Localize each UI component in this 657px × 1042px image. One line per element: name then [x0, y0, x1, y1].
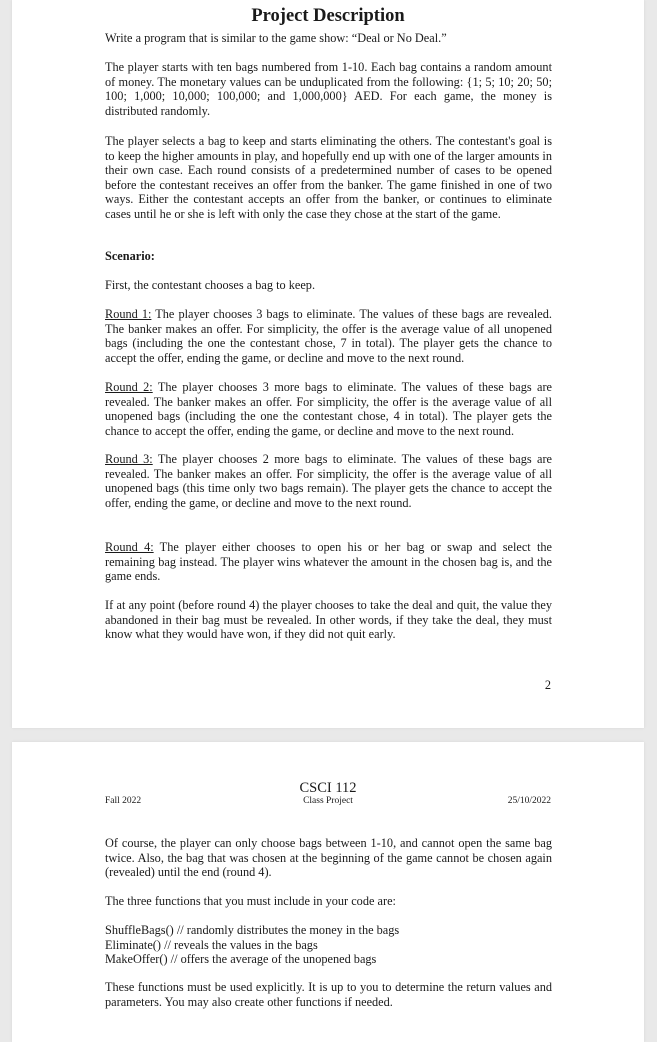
- function-item-shufflebags: ShuffleBags() // randomly distributes the money in the bags: [105, 923, 400, 937]
- round-4-label: Round 4:: [105, 540, 154, 554]
- functions-intro: The three functions that you must include in your code are:: [105, 894, 396, 908]
- round-1-label: Round 1:: [105, 307, 152, 321]
- first-step-paragraph: First, the contestant chooses a bag to keep.: [105, 278, 316, 292]
- round-4-paragraph: [105, 540, 552, 584]
- page-title: Project Description: [251, 6, 405, 26]
- bags-paragraph: The player starts with ten bags numbered from 1-10. Each bag contains a random amount of money. The monetary values can be unduplicated from the following: {1; 5; 10; 20; 50; 100; 1,000; 10,000; 100,000; and 1,000,000} AED. For each game, the money is distributed randomly.: [105, 60, 552, 118]
- page-number: 2: [544, 678, 551, 692]
- round-2-paragraph: [105, 380, 552, 438]
- header-date: 25/10/2022: [507, 796, 551, 806]
- document-page-1: [12, 0, 644, 728]
- header-subtitle: Class Project: [303, 796, 353, 806]
- header-course: CSCI 112: [299, 780, 357, 796]
- game-paragraph: The player selects a bag to keep and starts eliminating the others. The contestant's goal is to keep the higher amounts in play, and hopefully end up with one of the larger amounts in their own case. Each round consists of a predetermined number of cases to be opened before the contestant receives an offer from the banker. The game finished in one of two ways. Either the contestant accepts an offer from the banker, or continues to eliminate cases until he or she is left with only the case they chose at the start of the game.: [105, 134, 552, 221]
- round-2-label: Round 2:: [105, 380, 153, 394]
- round-3-paragraph: [105, 452, 552, 510]
- document-page-2: [12, 742, 644, 1042]
- round-1-text: The player chooses 3 bags to eliminate. The values of these bags are revealed. The banker makes an offer. For simplicity, the offer is the average value of all unopened bags (including the one the contestant chose, 7 in total). The player gets the chance to accept the offer, ending the game, or decline and move to the next round.: [105, 307, 552, 365]
- rules-paragraph: Of course, the player can only choose bags between 1-10, and cannot open the same bag twice. Also, the bag that was chosen at the beginning of the game cannot be chosen again (revealed) until the end (round 4).: [105, 836, 552, 880]
- function-item-eliminate: Eliminate() // reveals the values in the bags: [105, 937, 318, 952]
- round-4-text: The player either chooses to open his or her bag or swap and select the remaining bag instead. The player wins whatever the amount in the chosen bag is, and the game ends.: [105, 540, 553, 584]
- round-3-label: Round 3:: [105, 452, 153, 466]
- explicit-paragraph: These functions must be used explicitly. It is up to you to determine the return values and parameters. You may also create other functions if needed.: [105, 980, 552, 1009]
- round-2-text: The player chooses 3 more bags to eliminate. The values of these bags are revealed. The banker makes an offer. For simplicity, the offer is the average value of all unopened bags (including the one the contestant chose, 4 in total). The player gets the chance to accept the offer, ending the game, or decline and move to the next round.: [105, 380, 552, 438]
- header-semester: Fall 2022: [105, 796, 142, 806]
- quit-paragraph: If at any point (before round 4) the player chooses to take the deal and quit, the value they abandoned in their bag must be revealed. In other words, if they take the deal, they must know what they would have won, if they did not quit early.: [105, 598, 552, 642]
- round-1-paragraph: [105, 307, 552, 365]
- function-item-makeoffer: MakeOffer() // offers the average of the unopened bags: [105, 952, 377, 967]
- round-3-text: The player chooses 2 more bags to eliminate. The values of these bags are revealed. The banker makes an offer. For simplicity, the offer is the average value of all unopened bags (this time only two bags remain). The player gets the chance to accept the offer, ending the game, or decline and move to the next round.: [105, 452, 552, 510]
- scenario-heading: Scenario:: [105, 249, 155, 263]
- intro-paragraph: Write a program that is similar to the game show: “Deal or No Deal.”: [105, 31, 447, 45]
- functions-list: [105, 923, 552, 967]
